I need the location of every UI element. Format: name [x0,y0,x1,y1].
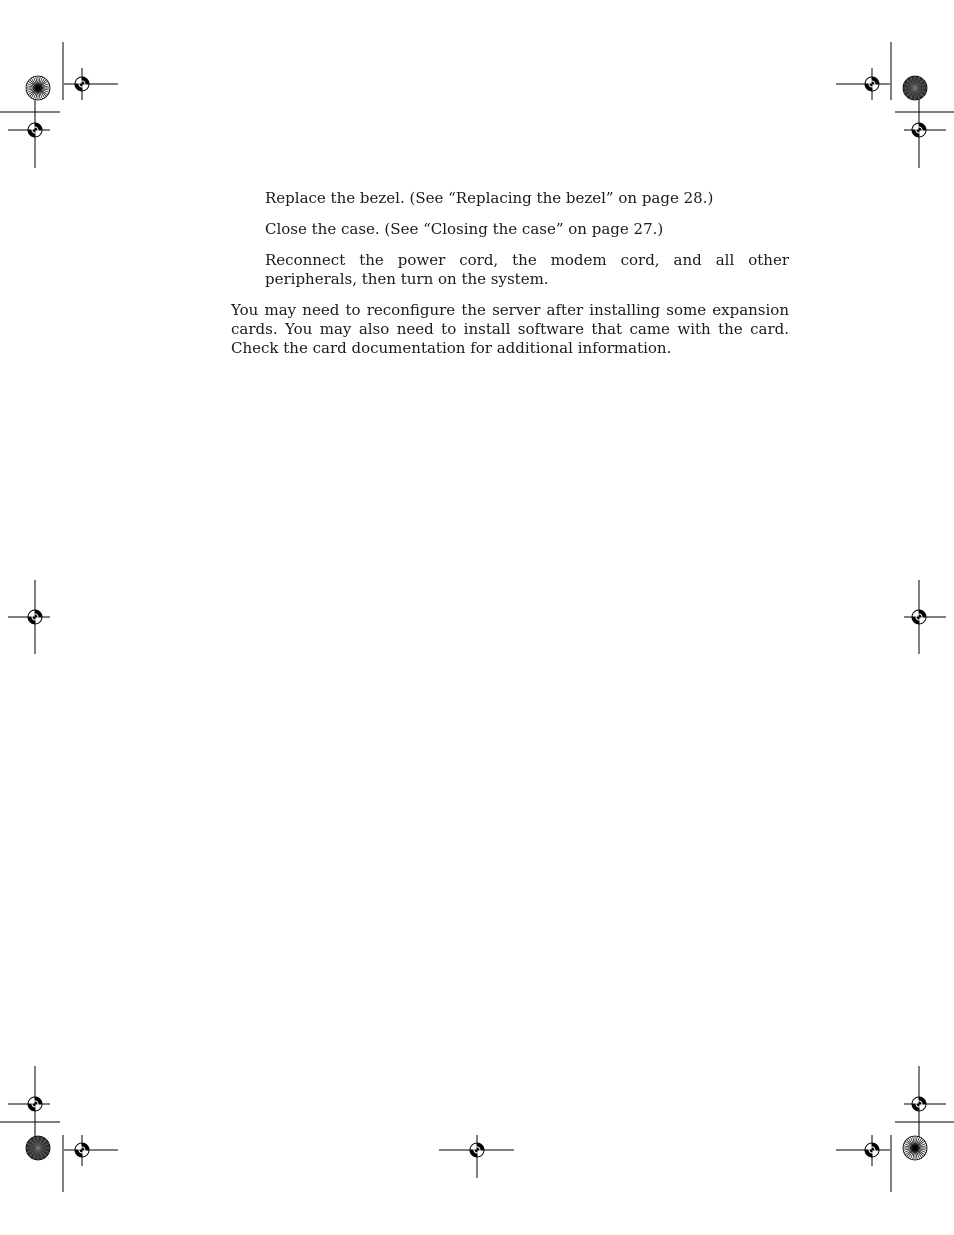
registration-mark-icon [28,1097,42,1111]
registration-mark-icon [28,610,42,624]
star-target-icon [903,1136,927,1160]
star-target-icon [26,1136,50,1160]
registration-mark-icon [912,123,926,137]
registration-mark-icon [75,77,89,91]
step-replace-bezel: Replace the bezel. (See “Replacing the bezel” on page 28.) [265,189,714,207]
step-reconnect-power: Reconnect the power cord, the modem cord, and all other peripherals, then turn on the system. [265,251,789,288]
reconfigure-paragraph: You may need to reconfigure the server after installing some expansion cards. You may also need to install software that came with the card. Check the card documentation for additional information. [231,301,789,357]
step-close-case: Close the case. (See “Closing the case” on page 27.) [265,220,664,238]
registration-mark-icon [912,610,926,624]
registration-mark-icon [28,123,42,137]
star-target-icon [26,76,50,100]
registration-mark-icon [75,1143,89,1157]
registration-mark-icon [865,1143,879,1157]
registration-mark-icon [470,1143,484,1157]
star-target-icon [903,76,927,100]
registration-mark-icon [912,1097,926,1111]
registration-mark-icon [865,77,879,91]
page-content [231,189,789,373]
